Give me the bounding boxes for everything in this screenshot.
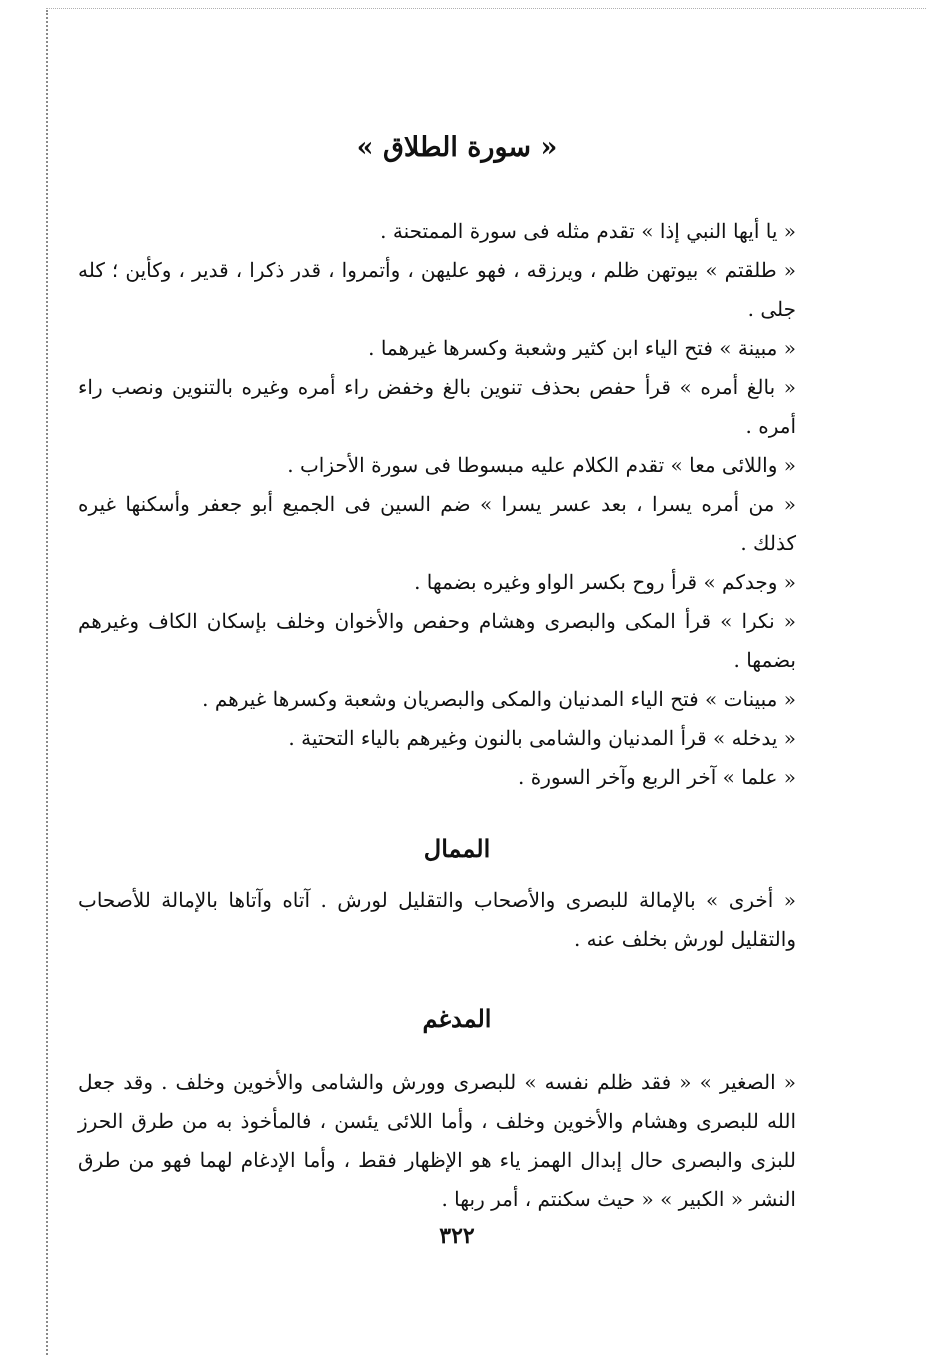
paragraph: « مبينات » فتح الياء المدنيان والمكى والبصريان وشعبة وكسرها غيرهم .	[202, 687, 796, 711]
paragraph: « بالغ أمره » قرأ حفص بحذف تنوين بالغ وخفض راء أمره وغيره بالتنوين ونصب راء أمره .	[78, 375, 796, 438]
surah-title: « سورة الطلاق »	[356, 132, 558, 163]
page-number: ٣٢٢	[439, 1223, 475, 1249]
mudgham-text: « الصغير » « فقد ظلم نفسه » للبصرى وورش والشامى والأخوين وخلف . وقد جعل الله للبصرى وهشام والأخوين وخلف ، وأما اللائى يئسن ، فالمأخوذ به من طرق الحرز للبزى والبصرى حال إبدال الهمز ياء هو الإظهار فقط ، وأما الإدغام لهما فهو من طرق النشر « الكبير » « حيث سكنتم ، أمر ربها .	[78, 1070, 796, 1211]
paragraph: « يا أيها النبي إذا » تقدم مثله فى سورة الممتحنة .	[380, 219, 796, 243]
paragraph: « واللائى معا » تقدم الكلام عليه مبسوطا فى سورة الأحزاب .	[287, 453, 796, 477]
mumal-text: « أخرى » بالإمالة للبصرى والأصحاب والتقليل لورش . آتاه وآتاها بالإمالة للأصحاب والتقليل لورش بخلف عنه .	[78, 888, 796, 951]
paragraph: « من أمره يسرا ، بعد عسر يسرا » ضم السين فى الجميع أبو جعفر وأسكنها غيره كذلك .	[78, 492, 796, 555]
scan-edge-left	[46, 10, 48, 1355]
paragraph: « يدخله » قرأ المدنيان والشامى بالنون وغيرهم بالياء التحتية .	[288, 726, 796, 750]
section-heading-mudgham: المدغم	[422, 1004, 492, 1033]
paragraph: « وجدكم » قرأ روح بكسر الواو وغيره بضمها .	[414, 570, 796, 594]
page-content	[78, 128, 836, 1251]
paragraph: « نكرا » قرأ المكى والبصرى وهشام وحفص والأخوان وخلف بإسكان الكاف وغيرهم بضمها .	[78, 609, 796, 672]
paragraph: « طلقتم » بيوتهن ظلم ، ويرزقه ، فهو عليهن ، وأتمروا ، قدر ذكرا ، قدير ، وكأين ؛ كله جلى .	[78, 258, 796, 321]
paragraph: « علما » آخر الربع وآخر السورة .	[518, 765, 796, 789]
paragraph: « مبينة » فتح الياء ابن كثير وشعبة وكسرها غيرهما .	[368, 336, 796, 360]
scan-edge-top	[46, 8, 926, 9]
section-heading-mumal: الممال	[423, 834, 491, 863]
